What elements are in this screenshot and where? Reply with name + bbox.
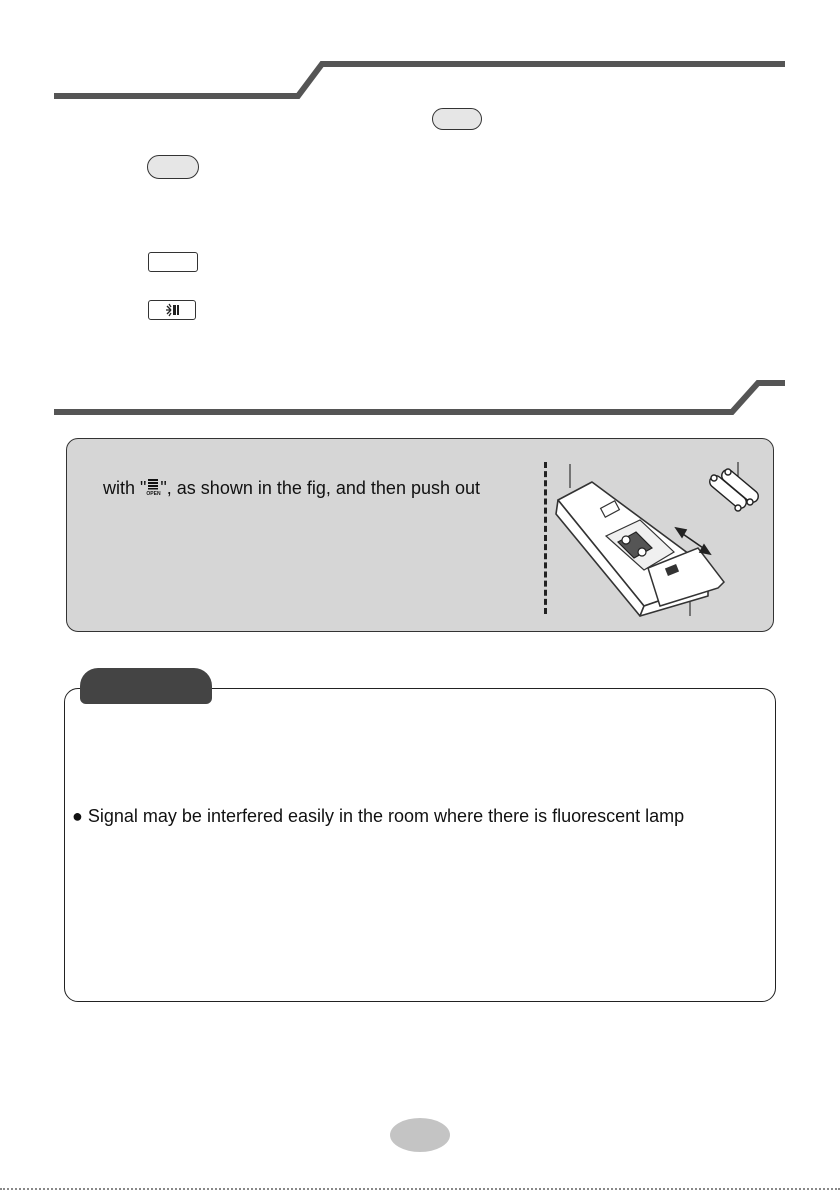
instruction-text-end: ", as shown in the fig, and then push out (160, 478, 481, 498)
page-trim-line (0, 1188, 840, 1190)
page-number-oval (390, 1118, 450, 1152)
section-2-header-rule (54, 383, 785, 412)
instruction-text-start: with " (103, 478, 147, 498)
notice-bullet-fluorescent: ● Signal may be interfered easily in the room where there is fluorescent lamp (72, 806, 685, 826)
notice-box (64, 688, 776, 1002)
remote-battery-illustration (548, 456, 768, 620)
section-header-rules (0, 0, 840, 420)
panel-divider (544, 462, 547, 614)
battery-cover-open-icon (146, 479, 160, 497)
button-pill-icon (147, 155, 199, 179)
battery-instruction-text (103, 478, 480, 499)
button-rect-icon (148, 252, 198, 272)
button-pill-icon (432, 108, 482, 130)
light-button-icon (148, 300, 196, 320)
aaa-batteries (707, 467, 760, 511)
open-icon-caption: OPEN (146, 491, 161, 497)
notice-heading-tab (80, 668, 212, 704)
section-1-header-rule (54, 64, 785, 96)
